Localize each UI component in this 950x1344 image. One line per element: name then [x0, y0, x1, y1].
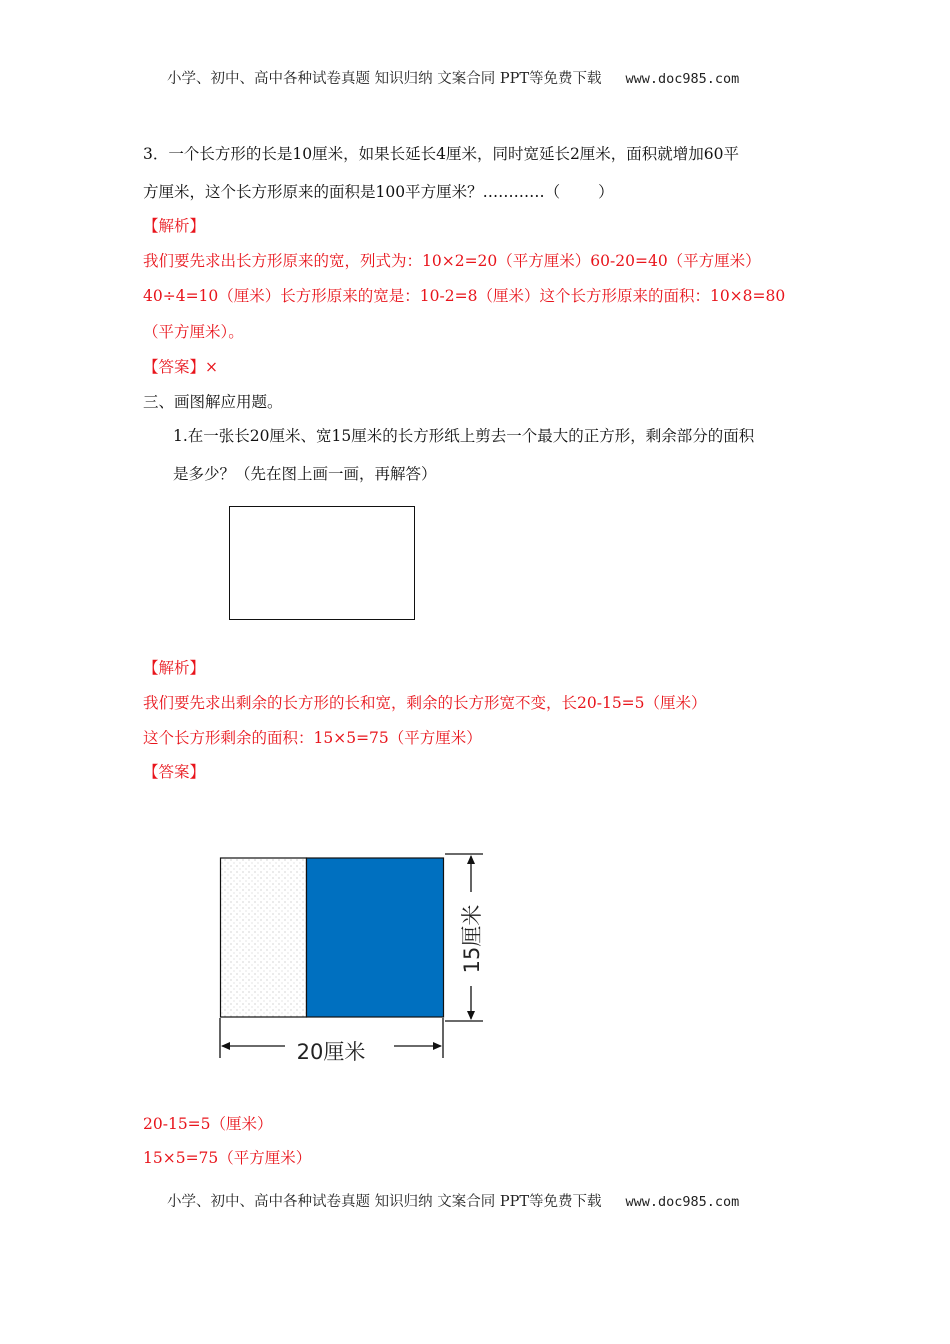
s3-analysis-label: 【解析】 — [143, 659, 206, 677]
s3-answer-label: 【答案】 — [143, 763, 206, 781]
s3-calc-2: 15×5=75（平方厘米） — [143, 1149, 312, 1167]
s3-analysis-line-1: 我们要先求出剩余的长方形的长和宽，剩余的长方形宽不变，长20-15=5（厘米） — [143, 694, 707, 712]
answer-figure — [205, 840, 505, 1070]
q3-answer-label: 【答案】 — [143, 358, 206, 376]
q3-analysis-label: 【解析】 — [143, 217, 206, 235]
q3-answer-value: × — [205, 358, 219, 376]
header-site-link[interactable]: www.doc985.com — [625, 71, 740, 87]
s3-analysis-line-2: 这个长方形剩余的面积：15×5=75（平方厘米） — [143, 729, 482, 747]
remaining-part — [221, 858, 307, 1017]
s3-q1-line-2: 是多少？（先在图上画一画，再解答） — [173, 465, 437, 483]
s3-q1-line-1: 1.在一张长20厘米、宽15厘米的长方形纸上剪去一个最大的正方形，剩余部分的面积 — [173, 427, 755, 445]
page-header — [167, 69, 739, 89]
cut-square — [307, 858, 444, 1017]
height-arrowhead-bottom — [467, 1011, 475, 1020]
section-3-title: 三、画图解应用题。 — [143, 393, 283, 411]
q3-line-1: 3．一个长方形的长是10厘米，如果长延长4厘米，同时宽延长2厘米，面积就增加60平 — [143, 145, 740, 163]
footer-text: 小学、初中、高中各种试卷真题 知识归纳 文案合同 PPT等免费下载 — [167, 1194, 602, 1210]
q3-answer — [143, 356, 218, 378]
drawing-area-rectangle[interactable] — [229, 506, 415, 620]
s3-calc-1: 20-15=5（厘米） — [143, 1115, 273, 1133]
width-arrowhead-left — [221, 1042, 230, 1050]
q3-analysis-line-2: 40÷4=10（厘米）长方形原来的宽是：10-2=8（厘米）这个长方形原来的面积：10×8=80 — [143, 287, 786, 305]
page-footer — [167, 1192, 739, 1212]
width-label: 20厘米 — [296, 1040, 366, 1064]
q3-line-2 — [143, 181, 614, 203]
q3-line-2-close: ） — [598, 183, 614, 201]
footer-site-link[interactable]: www.doc985.com — [625, 1194, 740, 1210]
q3-analysis-line-1: 我们要先求出长方形原来的宽，列式为：10×2=20（平方厘米）60-20=40（平方厘米） — [143, 252, 761, 270]
q3-analysis-line-3: （平方厘米）。 — [143, 323, 244, 341]
header-text: 小学、初中、高中各种试卷真题 知识归纳 文案合同 PPT等免费下载 — [167, 71, 602, 87]
height-label: 15厘米 — [460, 904, 484, 974]
height-arrowhead-top — [467, 855, 475, 864]
width-arrowhead-right — [433, 1042, 442, 1050]
q3-line-2-text: 方厘米，这个长方形原来的面积是100平方厘米？…………（ — [143, 183, 561, 201]
